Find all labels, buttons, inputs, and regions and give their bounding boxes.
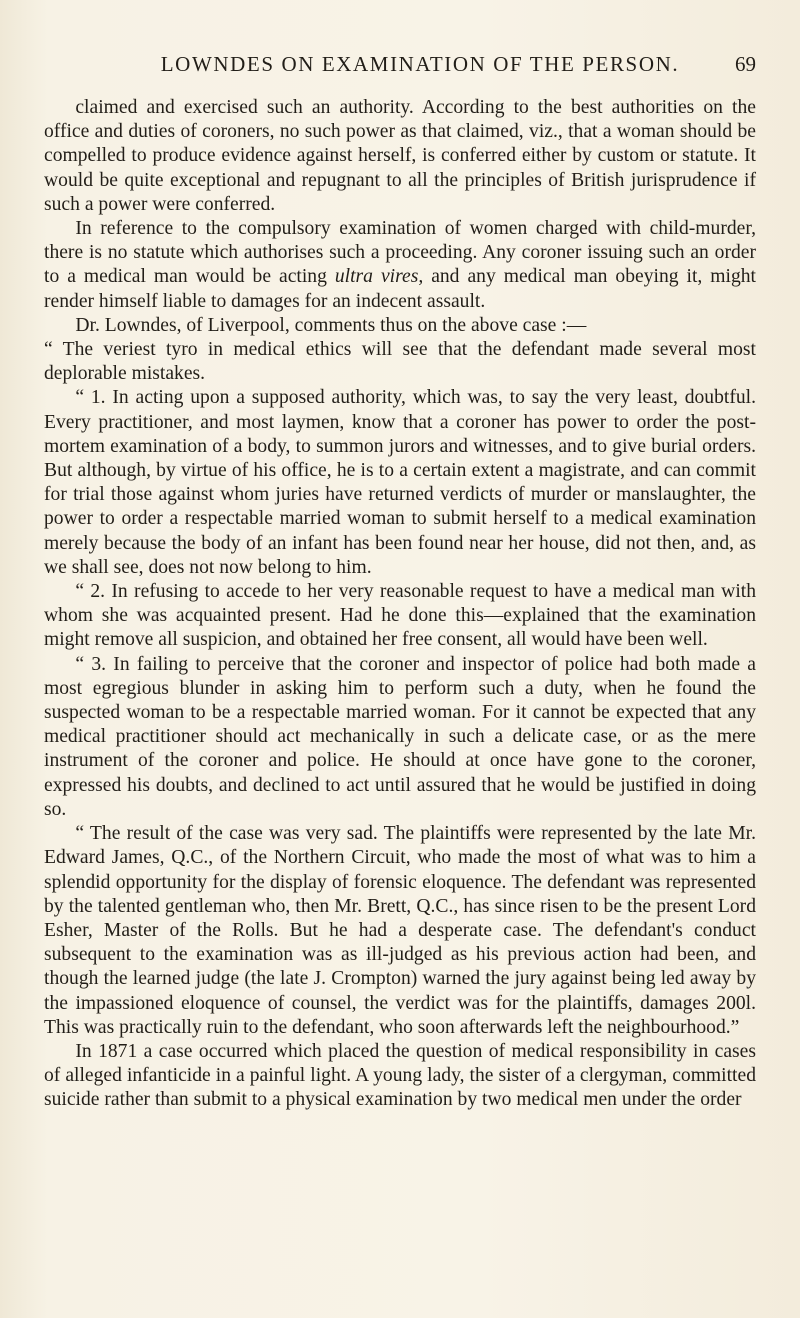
paragraph: “ 2. In refusing to accede to her very reasonable request to have a medical man with whom she was acquainted present. Had he done this—explained that the examination might remove all suspicion, and obtained her free consent, all would have been well.: [44, 581, 756, 651]
running-title: LOWNDES ON EXAMINATION OF THE PERSON.: [160, 52, 680, 76]
page-number: 69: [735, 52, 756, 76]
italic-phrase: ultra vires,: [334, 266, 424, 288]
paragraph: “ The result of the case was very sad. The plaintiffs were represented by the late Mr. Edward James, Q.C., of the Northern Circuit, who made the most of what was to him a splendid opportunity for the display of forensic eloquence. The defendant was represented by the talented gentleman who, then Mr. Brett, Q.C., has since risen to be the present Lord Esher, Master of the Rolls. But he had a desperate case. The defendant's conduct subsequent to the examination was as ill-judged as his previous action had been, and though the learned judge (the late J. Crompton) warned the jury against being led away by the impassioned eloquence of counsel, the verdict was for the plaintiffs, damages 200l. This was practically ruin to the defendant, who soon afterwards left the neighbourhood.”: [44, 823, 756, 1038]
running-head: [44, 52, 756, 86]
paragraph: Dr. Lowndes, of Liverpool, comments thus on the above case :—: [75, 314, 587, 336]
paragraph: “ 3. In failing to perceive that the coroner and inspector of police had both made a most egregious blunder in asking him to perform such a duty, when he found the suspected woman to be a respectable married woman. For it cannot be expected that any medical practitioner should act mechanically in such a delicate case, or as the mere instrument of the coroner and police. He should at once have gone to the coroner, expressed his doubts, and declined to act until assured that he would be justified in doing so.: [44, 653, 756, 820]
paragraph: In reference to the compulsory examination of women charged with child-murder, there is no statute which authorises such a proceeding. Any coroner issuing such an order to a medical man would be acting ultra vires, and any medical man obeying it, might render himself liable to damages for an indecent assault.: [44, 218, 757, 312]
paragraph: claimed and exercised such an authority. According to the best authorities on the office and duties of coroners, no such power as that claimed, viz., that a woman should be compelled to produce evidence against herself, is conferred either by custom or statute. It would be quite exceptional and repugnant to all the principles of British jurisprudence if such a power were conferred.: [44, 97, 756, 215]
paragraph: “ The veriest tyro in medical ethics will see that the defendant made several most deplorable mistakes.: [44, 339, 756, 385]
paragraph: “ 1. In acting upon a supposed authority, which was, to say the very least, doubtful. Every practitioner, and most laymen, know that a coroner has power to order the post-mortem examination of a body, to summon jurors and witnesses, and to give burial orders. But although, by virtue of his office, he is to a certain extent a magistrate, and can commit for trial those against whom juries have returned verdicts of murder or manslaughter, the power to order a respectable married woman to submit herself to a medical examination merely because the body of an infant has been found near her house, did not then, and, as we shall see, does not now belong to him.: [44, 387, 756, 578]
body-text: [44, 96, 756, 1113]
paragraph: In 1871 a case occurred which placed the question of medical responsibility in cases of alleged infanticide in a painful light. A young lady, the sister of a clergyman, committed suicide rather than submit to a physical examination by two medical men under the order: [44, 1040, 756, 1111]
